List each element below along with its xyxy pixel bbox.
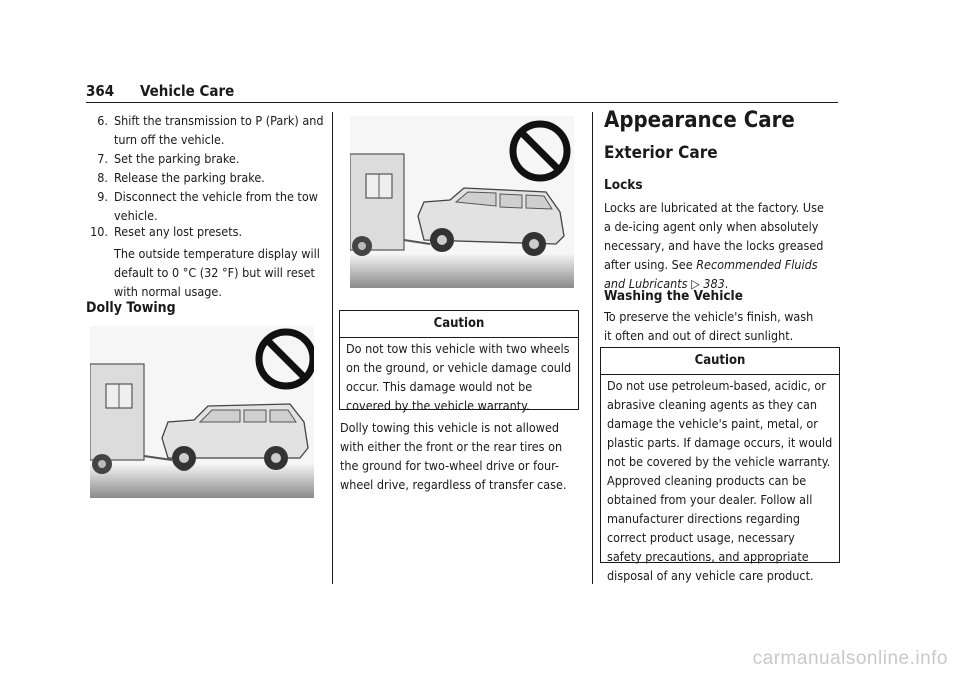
caution-title: Caution — [340, 311, 578, 338]
step-text: Set the parking brake. — [114, 151, 240, 166]
caution-text: Do not tow this vehicle with two wheels on the ground, or vehicle damage could occur. This damage would not be covered by the vehicle warranty. — [346, 341, 572, 413]
column-divider-right — [592, 112, 593, 584]
xref-recommended-fluids-link[interactable]: Recommended Fluids and Lubricants — [604, 257, 818, 291]
section-title: Vehicle Care — [140, 82, 235, 100]
locks-heading: Locks — [604, 177, 643, 193]
step-text: Disconnect the vehicle from the tow vehicle. — [114, 189, 318, 223]
caution-text: Do not use petroleum-based, acidic, or abrasive cleaning agents as they can damage the vehicle's paint, metal, or plastic parts. If damage occurs, it would not be covered by the vehicle warranty. Approved cleaning products can be obtained from your dealer. Follow all manufacturer directions regarding correct product usage, necessary safety precautions, and appropriate disposal of any vehicle care product. — [607, 378, 833, 583]
caution-box-washing — [600, 347, 840, 583]
dolly-towing-prohibited-figure — [90, 326, 314, 498]
step-text: Reset any lost presets. — [114, 224, 243, 239]
dolly-towing-rear-prohibited-figure — [350, 116, 574, 288]
washing-paragraph: To preserve the vehicle's finish, wash it often and out of direct sunlight. — [604, 309, 814, 343]
step-text: Shift the transmission to P (Park) and turn off the vehicle. — [114, 113, 324, 147]
page-number: 364 — [86, 82, 115, 100]
step-text: Release the parking brake. — [114, 170, 265, 185]
locks-paragraph: Locks are lubricated at the factory. Use a de-icing agent only when absolutely necessary, and have the locks greased after using. See Recommended Fluids and Lubricants ▷ 383. — [604, 200, 824, 291]
dolly-towing-paragraph: Dolly towing this vehicle is not allowed with either the front or the rear tires on the ground for two-wheel drive or four-wheel drive, regardless of transfer case. — [340, 420, 567, 492]
column-divider-left — [332, 112, 333, 584]
washing-heading: Washing the Vehicle — [604, 288, 743, 304]
step-note: The outside temperature display will default to 0 °C (32 °F) but will reset with normal usage. — [114, 246, 320, 299]
xref-page-number[interactable]: 383 — [703, 276, 725, 291]
watermark: carmanualsonline.info — [752, 648, 948, 669]
exterior-care-heading: Exterior Care — [604, 143, 718, 163]
dolly-towing-heading: Dolly Towing — [86, 300, 176, 316]
appearance-care-heading: Appearance Care — [604, 108, 795, 133]
header-rule — [86, 102, 838, 103]
page-reference-icon: ▷ — [691, 276, 700, 291]
caution-title: Caution — [601, 348, 839, 375]
caution-box-towing — [339, 310, 579, 413]
